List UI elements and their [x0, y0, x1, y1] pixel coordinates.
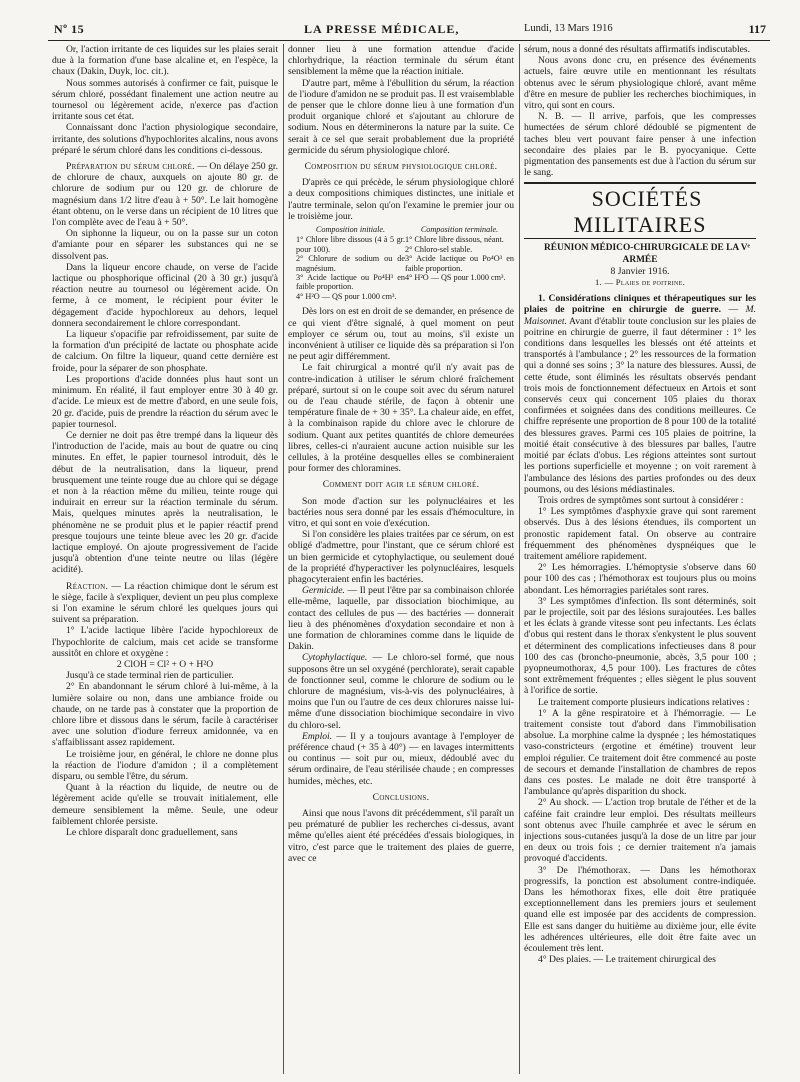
section-heading: Comment doit agir le sérum chloré.	[322, 479, 480, 491]
section-rule	[524, 182, 756, 184]
section-heading: Réaction.	[66, 580, 109, 592]
section-heading: Préparation du sérum chloré.	[66, 161, 195, 173]
paragraph: Ainsi que nous l'avons dit précédemment, s'il paraît un peu prématuré de publier les recherches ci-dessus, avant même qu'elles aient été précédées d'essais biologiques, in vitro, c'est parce que le traitement des plaies de guerre, avec ce	[288, 808, 514, 864]
paragraph: Si l'on considère les plaies traitées par ce sérum, on est obligé d'admettre, pour l'instant, que ce sérum chloré est un bien germicide et cytophylactique, ou seulement doué de la propriété d'hyperactiver les polynucléaires, lesquels phagocyteraient enfin les bactéries.	[288, 529, 514, 585]
paragraph: Trois ordres de symptômes sont surtout à considérer :	[538, 494, 744, 506]
meeting-date: 8 Janvier 1916.	[610, 265, 670, 277]
column-3	[524, 44, 756, 965]
paragraph: 3° Les symptômes d'infection. Ils sont déterminés, soit par le projectile, soit par des lésions surajoutées. Les balles et les éclats à grande vitesse sont peu infectants. Les éclats d'obus qui restent dans le thorax s'enkystent le plus souvent et déterminent des complications infectieuses dans 8 pour 100 des cas (broncho-pneumonie, abcès, 3,5 pour 100 ; pyopneumothorax, 4,5 pour 100). Les fractures de côtes sont extrêmement fréquentes ; elles siègent le plus souvent à l'orifice de sortie.	[524, 595, 756, 697]
paragraph: Le traitement comporte plusieurs indications relatives :	[538, 696, 750, 708]
composition-table	[296, 225, 514, 301]
composition-terminal: Composition terminale. 1° Chlore libre dissous, néant. 2° Chloro-sel stable. 3° Acide lactique ou Po⁴O³ en faible proportion. 4° H²O — QS pour 1.000 cm³.	[405, 225, 514, 283]
page-number: 117	[748, 22, 766, 36]
paragraph: Le chlore disparaît donc graduellement, sans	[66, 827, 238, 839]
paragraph: N. B. — Il arrive, parfois, que les compresses humectées de sérum chloré dédoublé se pigmentent de taches bleu vert pouvant faire penser à une infection secondaire des plaies par le B. pyocyanique. Cette pigmentation des pansements est due à l'action du sérum sur le sang.	[524, 111, 756, 179]
section-rule	[524, 238, 756, 239]
paragraph: On siphonne la liqueur, ou on la passe sur un coton d'amiante pour en séparer les substances qui ne se dissolvent pas.	[52, 228, 278, 262]
paragraph: Ce dernier ne doit pas être trempé dans la liqueur dès l'introduction de l'acide, mais au bout de quatre ou cinq minutes. En effet, le papier tournesol introduit, dès le début de la neutralisation, dans la liqueur, prend brusquement une teinte rouge due au chlore qui se dégage et non à la réaction même du milieu, teinte rouge qui induirait en erreur sur la réaction terminale du sérum. Mais, quelques minutes après la neutralisation, le phénomène ne se produit plus et le papier réactif prend presque toujours une teinte bleue avec les 20 gr. d'acide lactique employé. On ajoute progressivement de l'acide jusqu'à obtention d'une teinte neutre ou lilas (légère acidité).	[52, 429, 278, 576]
paragraph: 1. Considérations cliniques et thérapeutiques sur les plaies de poitrine en chirurgie de guerre. — M. Maisonnet. Avant d'établir toute conclusion sur les plaies de poitrine en chirurgie de guerre, il faut déterminer : 1° les conditions dans lesquelles les blessés ont été atteints et transportés à l'ambulance ; 2° les ressources de la formation qui a donné ses soins ; 3° la nature des blessures. Aussi, de cette étude, sont éliminés les résultats observés pendant trois mois de fonctionnement défectueux en Artois et sont conservés ceux qui concernent 105 plaies du thorax confirmées et soignées dans des conditions meilleures. Ce chiffre représente une proportion de 8 pour 100 de la totalité des blessures graves. Parmi ces 105 plaies de poitrine, la moitié était consécutive à des blessures par balles, l'autre moitié par éclats d'obus. Les régions atteintes sont surtout les portions superficielle et moyenne ; on voit rarement à l'ambulance des lésions des parties profondes ou des deux poumons, ou des lésions médiastinales.	[524, 293, 757, 495]
chemical-formula: 2 ClOH = Cl² + O + H²O	[116, 658, 214, 670]
subheading: Emploi.	[302, 730, 333, 742]
paragraph: 1° L'acide lactique libère l'acide hypochloreux de l'hypochlorite de calcium, mais cet acide se transforme aussitôt en chlore et oxygène :	[52, 625, 278, 659]
paragraph: Germicide. — Il peut l'être par sa combinaison chlorée elle-même, laquelle, par dissociation biochimique, au contact des cellules de pus — des bactéries — donnerait lieu à des phénomènes d'oxydation secondaire et non à une formation de chloramines comme dans le liquide de Dakin.	[288, 585, 514, 653]
paragraph: 1° A la gêne respiratoire et à l'hémorragie. — Le traitement consiste tout d'abord dans l'immobilisation absolue. La morphine calme la dyspnée ; les hémostatiques vaso-constricteurs (ergotine et émétine) trouvent leur emploi régulier. Ce traitement doit être commencé au poste de secours et demande l'installation de chambres de repos dans ces postes. Le malade ne doit être transporté à l'ambulance qu'après disparition du shock.	[524, 707, 756, 798]
column-2	[288, 44, 514, 864]
paragraph: Nous avons donc cru, en présence des événements actuels, faire œuvre utile en mentionnant les résultats obtenus avec le sérum physiologique chloré, avant même d'être en mesure de publier les recherches biochimiques, in vitro, qui sont en cours.	[524, 55, 756, 112]
section-heading: Composition du sérum physiologique chloré.	[304, 161, 498, 173]
subheading: Germicide.	[302, 585, 345, 597]
paragraph: Nous sommes autorisés à confirmer ce fait, puisque le sérum chloré, possédant finalement une action neutre au tournesol ou légèrement acide, n'exerce pas d'action irritante sous cet état.	[52, 77, 278, 123]
column-1	[52, 44, 278, 838]
paragraph: Dans la liqueur encore chaude, on verse de l'acide lactique ou phosphorique officinal (20 à 30 gr.) jusqu'à réaction neutre au tournesol ou légèrement acide. On ferme, à ce moment, le récipient pour éviter le dégagement d'acide hypochloreux au dehors, lequel donnera secondairement le chlore correspondant.	[52, 261, 278, 329]
item-heading: 1. Considérations cliniques et thérapeutiques sur les plaies de poitrine en chirurgie de guerre.	[524, 293, 756, 316]
paragraph: Connaissant donc l'action physiologique secondaire, irritante, des solutions d'hypochlorites alcalins, nous avons préparé le sérum chloré dans les conditions ci-dessous.	[52, 122, 278, 156]
issue-number: Nº 15	[54, 22, 85, 36]
paragraph: Son mode d'action sur les polynucléaires et les bactéries nous sera donné par les essais d'hémoculture, in vitro, et qui sont en voie d'exécution.	[288, 495, 514, 529]
author: M. Maisonnet.	[524, 304, 757, 327]
composition-initial: Composition initiale. 1° Chlore libre dissous (4 à 5 gr. pour 100). 2° Chlorure de sodium ou de magnésium. 3° Acide lactique ou Po⁴H³ en faible proportion. 4° H²O — QS pour 1.000 cm³.	[296, 225, 405, 301]
paragraph: Préparation du sérum chloré. — On délaye 250 gr. de chlorure de chaux, auxquels on ajoute 80 gr. de chlorure de sodium pur ou 120 gr. de chlorure de magnésium dans 1/2 litre d'eau à + 50°. Le lait homogène étant obtenu, on le verse dans un récipient de 10 litres que l'on complète avec de l'eau à + 50°.	[52, 161, 278, 229]
paragraph: 1° Les symptômes d'asphyxie grave qui sont rarement observés. Dus à des lésions étendues, ils comportent un pronostic rapidement fatal. On observe au contraire fréquemment des phénomènes dyspnéiques que le traitement améliore rapidement.	[524, 506, 756, 562]
paragraph: Les proportions d'acide données plus haut sont un minimum. En réalité, il faut employer entre 30 à 40 gr. d'acide. Le mieux est de mettre d'abord, en une seule fois, 20 gr. d'acide, puis de prendre la réaction du sérum avec le papier tournesol.	[52, 373, 278, 430]
paragraph: Quant à la réaction du liquide, de neutre ou de légèrement acide qu'elle se trouvait initialement, elle demeure sensiblement la même. Seule, une odeur faiblement chlorée persiste.	[52, 782, 278, 827]
paragraph: 2° Au shock. — L'action trop brutale de l'éther et de la caféine fait craindre leur emploi. Des résultats meilleurs sont obtenus avec l'huile camphrée et avec le sérum en injections sous-cutanées jusqu'à la dose de un litre par jour en deux ou trois fois ; ce dernier traitement n'a jamais provoqué d'accidents.	[524, 797, 756, 865]
section-title: SOCIÉTÉS MILITAIRES	[573, 186, 707, 238]
paragraph: Jusqu'à ce stade terminal rien de particulier.	[66, 670, 234, 682]
paragraph: Dès lors on est en droit de se demander, en présence de ce qui vient d'être signalé, à quel moment on peut employer ce sérum ou, tout au moins, s'il existe un inconvénient à utiliser ce liquide dès sa préparation si l'on ne peut agir différemment.	[288, 306, 514, 363]
subheading: Cytophylactique.	[302, 652, 368, 664]
section-heading: Conclusions.	[372, 791, 430, 803]
paragraph: sérum, nous a donné des résultats affirmatifs indiscutables.	[524, 44, 751, 55]
paragraph: 2° En abandonnant le sérum chloré à lui-même, à la lumière solaire ou non, dans une ambiance froide ou chaude, on ne tarde pas à constater que la proportion de chlore libre et dissous dans le sérum, facile à caractériser avec une solution d'iodure ferreux amidonnée, va en s'affaiblissant assez rapidement.	[52, 681, 278, 749]
paragraph: Or, l'action irritante de ces liquides sur les plaies serait due à la formation d'une base alcaline et, en l'espèce, la chaux (Dakin, Duyk, loc. cit.).	[52, 44, 278, 78]
issue-date: Lundi, 13 Mars 1916	[524, 23, 613, 34]
header-rule	[48, 40, 770, 41]
paragraph: 3° De l'hémothorax. — Dans les hémothorax progressifs, la ponction est absolument contre-indiquée. Dans les hémothorax fixes, elle doit être pratiquée exceptionnellement dans les premiers jours et seulement quand elle est imposée par des accidents de compression. Elle est sans danger du huitième au dixième jour, elle évite les adhérences ultérieures, elle doit être faite avec un écoulement très lent.	[524, 864, 756, 955]
column-separator	[283, 44, 284, 1074]
paragraph: La liqueur s'opacifie par refroidissement, par suite de la formation d'un précipité de lactate ou phosphate acide de calcium. On filtre la liqueur, quand cette dernière est froide, pour la séparer de son phosphate.	[52, 329, 278, 374]
paragraph: donner lieu à une formation attendue d'acide chlorhydrique, la réaction terminale du sérum étant sensiblement la même que la réaction initiale.	[288, 44, 514, 78]
paragraph: Réaction. — La réaction chimique dont le sérum est le siège, facile à s'expliquer, devient un peu plus complexe si l'on examine le sérum chloré les quelques jours qui suivent sa préparation.	[52, 580, 278, 626]
page-header	[54, 22, 766, 40]
paragraph: 2° Les hémorragies. L'hémoptysie s'observe dans 60 pour 100 des cas ; l'hémothorax est toujours plus ou moins abondant. Les hémorragies pariétales sont rares.	[524, 562, 756, 596]
paragraph: Le fait chirurgical a montré qu'il n'y avait pas de contre-indication à utiliser le sérum chloré fraîchement préparé, surtout si on le coupe soit avec du sérum naturel ou de l'eau chaude stérile, de façon à obtenir une température finale de + 30 + 35°. La chaleur aide, en effet, à la combinaison rapide du chlore avec le chlorure de sodium. Quant aux petites quantités de chlore demeurées libres, celles-ci n'auraient aucune action nuisible sur les cellules, à la protéine desquelles elles se combineraient pour former des chloramines.	[288, 362, 514, 475]
paragraph: Cytophylactique. — Le chloro-sel formé, que nous supposons être un sel oxygéné (perchlorate), serait capable de fonctionner seul, comme le chlorure de sodium ou le chlorure de magnésium, vis-à-vis des polynucléaires, à moins que l'un ou l'autre de ces deux chlorures naisse lui-même d'une dissociation biochimique secondaire in vivo du chloro-sel.	[288, 652, 514, 731]
meeting-title: RÉUNION MÉDICO-CHIRURGICALE DE LA Vᵉ ARMÉE	[544, 243, 750, 265]
part-heading: 1. — Plaies de poitrine.	[594, 277, 686, 288]
paragraph: D'autre part, même à l'ébullition du sérum, la réaction de l'iodure d'amidon ne se produit pas. Il est vraisemblable de penser que le chlore donne lieu à une formation d'un produit organique chloré et s'ajoutant au chlorure de sodium. Nous en déterminerons la nature par la suite. Ce serait à ce sel que serait probablement due la propriété germicide du sérum physiologique chloré.	[288, 77, 514, 156]
paragraph: Le troisième jour, en général, le chlore ne donne plus la réaction de l'iodure d'amidon ; il a complètement disparu, ou semble l'être, du sérum.	[52, 748, 278, 782]
paragraph: D'après ce qui précède, le sérum physiologique chloré a deux compositions chimiques distinctes, une initiale et l'autre terminale, selon qu'on l'examine le premier jour ou le troisième jour.	[288, 177, 514, 222]
paragraph: Emploi. — Il y a toujours avantage à l'employer de préférence chaud (+ 35 à 40°) — en lavages intermittents ou continus — soit pur ou, mieux, dédoublé avec du sérum ordinaire, de l'eau stérilisée chaude ; en compresses humides, mèches, etc.	[288, 730, 514, 787]
column-separator	[519, 44, 520, 1074]
journal-title: LA PRESSE MÉDICALE,	[304, 22, 460, 36]
paragraph: 4° Des plaies. — Le traitement chirurgical des	[538, 954, 716, 966]
